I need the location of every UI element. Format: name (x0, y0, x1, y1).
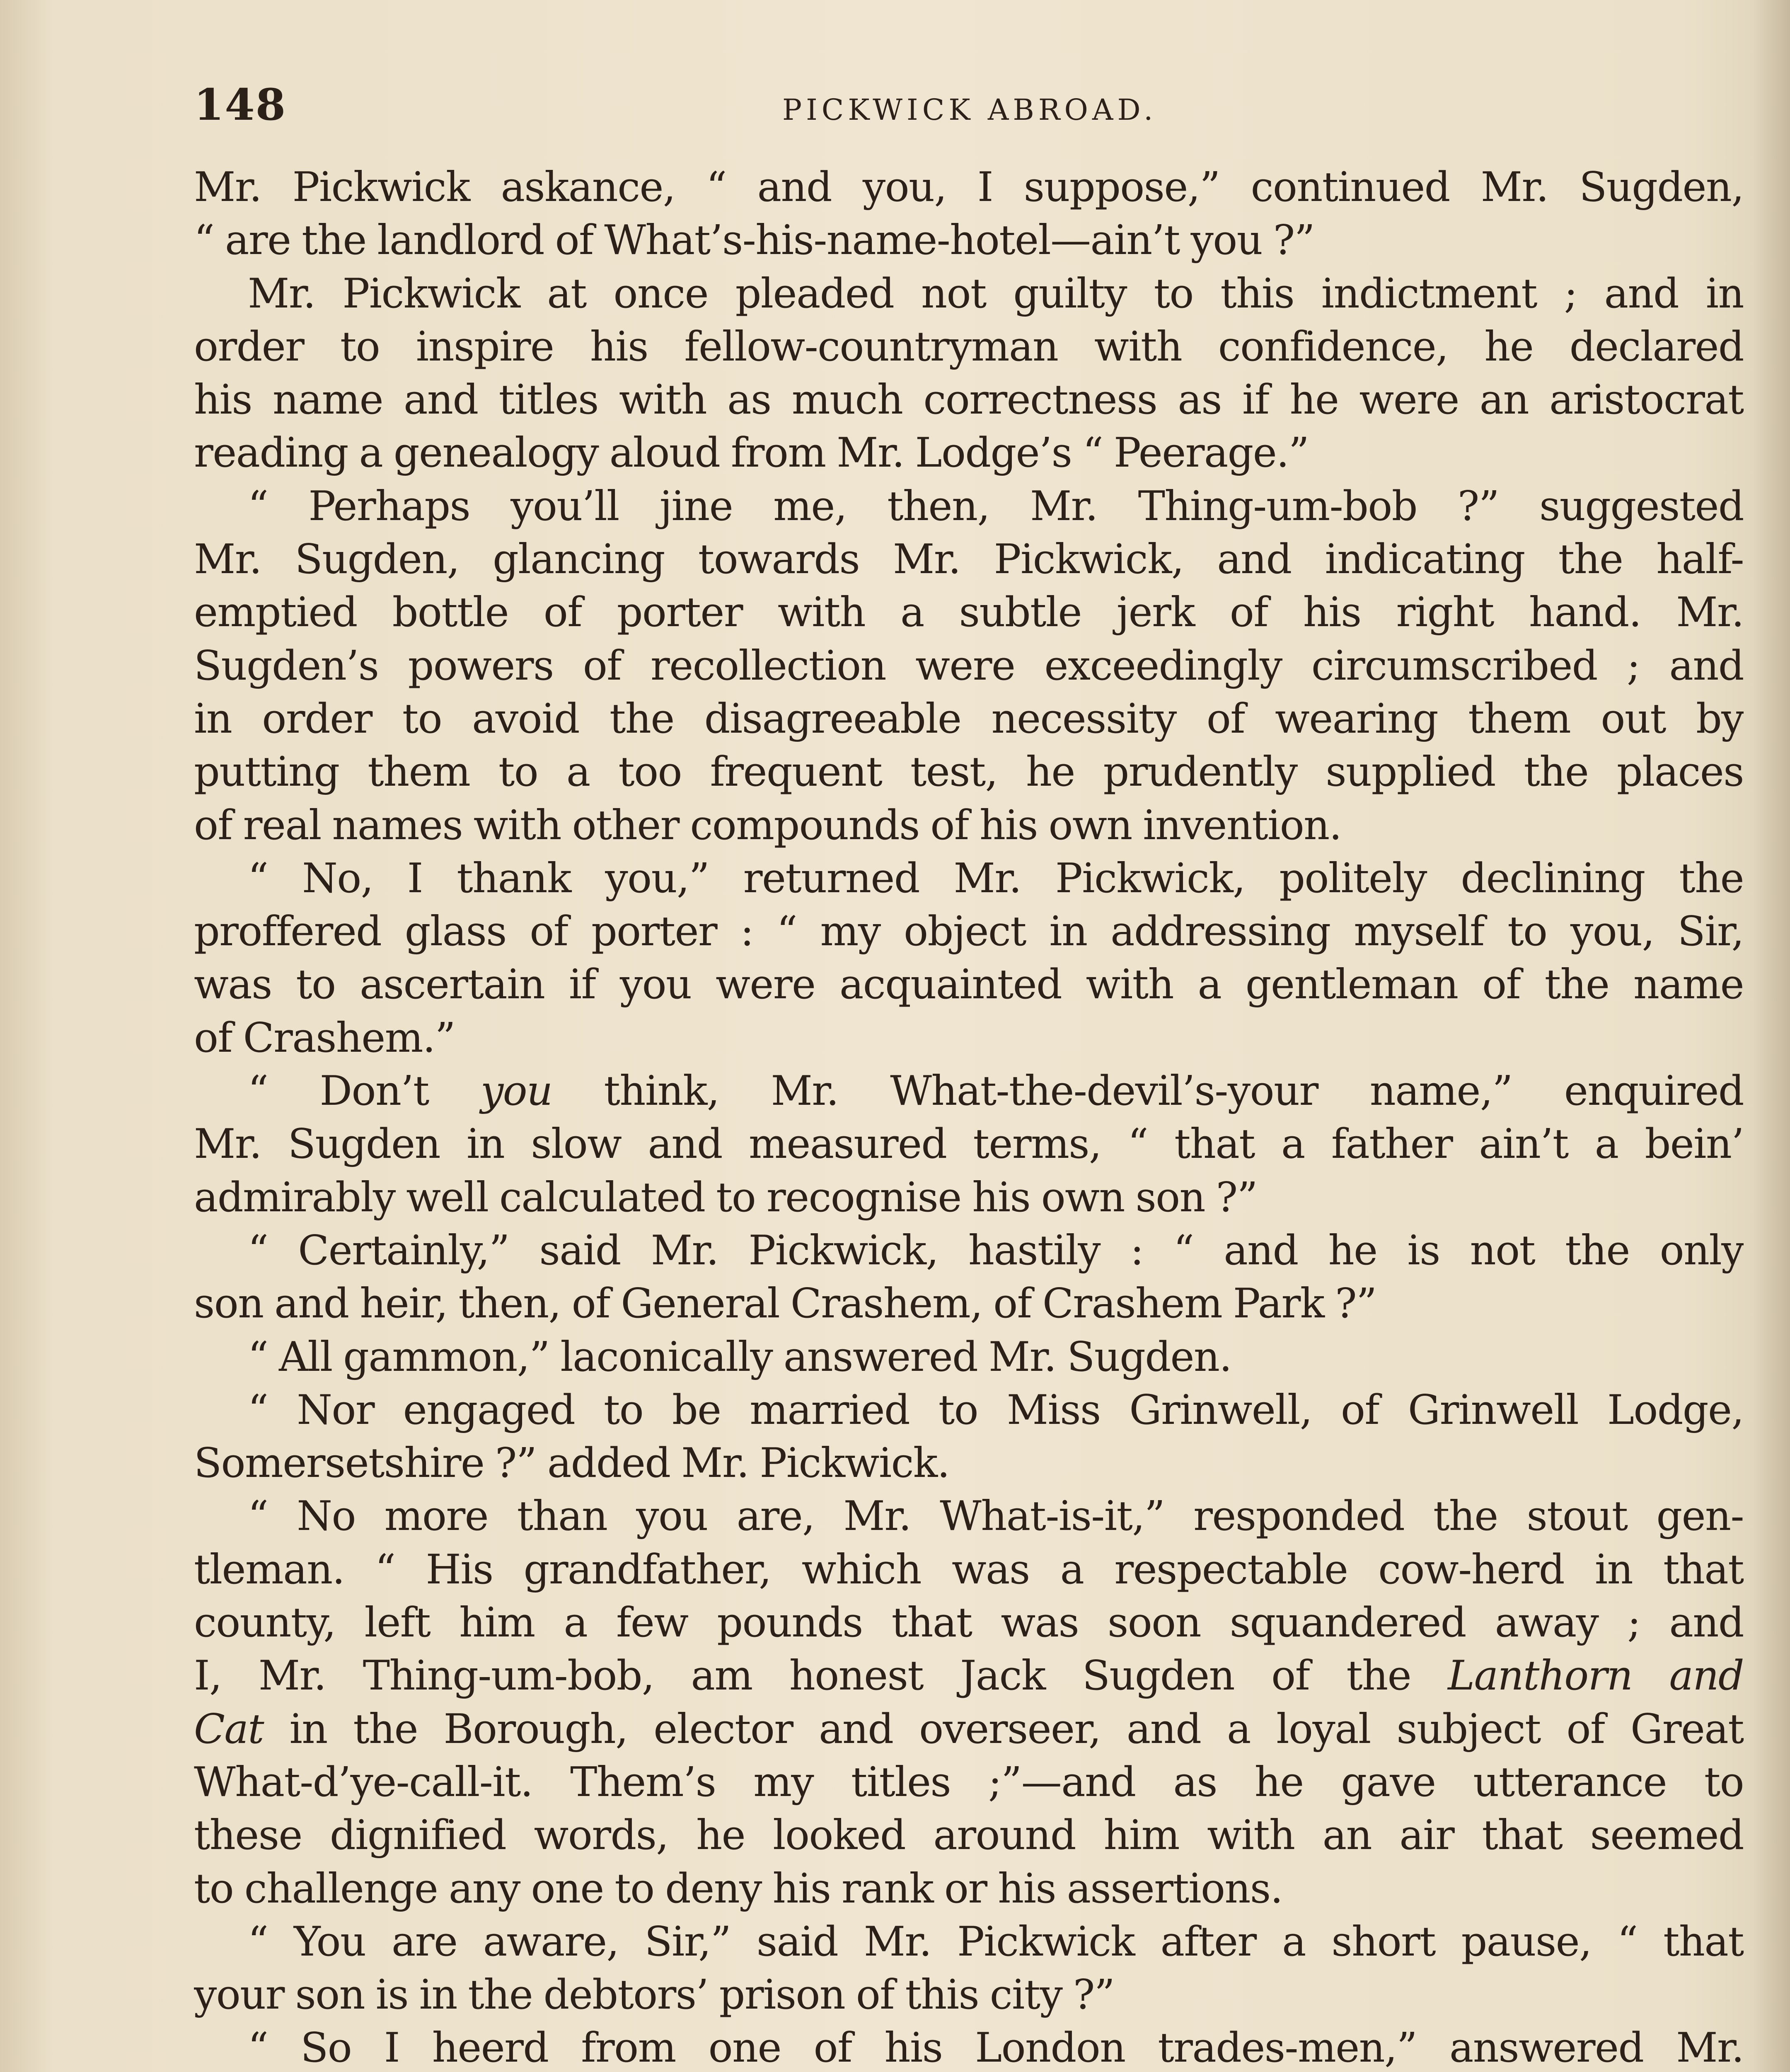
text-run: in order to avoid the disagreeable necessity of wearing them out by (194, 695, 1744, 743)
text-run: Mr. Pickwick askance, “ and you, I suppose,” continued Mr. Sugden, (194, 164, 1744, 211)
text-run: Mr. Pickwick at once pleaded not guilty to this indictment ; and in (248, 270, 1744, 317)
body-text (194, 161, 1744, 2072)
text-run: Sugden’s powers of recollection were exceedingly circumscribed ; and (194, 642, 1744, 690)
text-run: “ No, I thank you,” returned Mr. Pickwick, politely declining the (248, 854, 1744, 902)
text-run: order to inspire his fellow-countryman with confidence, he declared (194, 323, 1744, 370)
text-line (194, 161, 1744, 214)
text-line (194, 373, 1744, 426)
text-line (194, 852, 1744, 905)
text-run: I, Mr. Thing-um-bob, am honest Jack Sugden of the (194, 1652, 1448, 1700)
text-run: putting them to a too frequent test, he prudently supplied the places (194, 748, 1744, 796)
text-run: “ So I heerd from one of his London trades-men,” answered Mr. (248, 2024, 1744, 2072)
italic-text: Lanthorn and (1448, 1652, 1744, 1700)
text-run: “ Certainly,” said Mr. Pickwick, hastily : “ and he is not the only (248, 1227, 1744, 1274)
text-line (194, 1703, 1744, 1756)
text-line (194, 1331, 1744, 1384)
text-run: county, left him a few pounds that was soon squandered away ; and (194, 1599, 1744, 1647)
text-line (194, 2021, 1744, 2072)
text-run: “ No more than you are, Mr. What-is-it,” responded the stout gen- (248, 1493, 1744, 1540)
text-run: What-d’ye-call-it. Them’s my titles ;”—and as he gave utterance to (194, 1758, 1744, 1806)
text-line (194, 1437, 1744, 1490)
text-run: Mr. Sugden, glancing towards Mr. Pickwick, and indicating the half- (194, 536, 1744, 583)
text-line (194, 1118, 1744, 1171)
text-line (194, 1915, 1744, 1968)
text-run: of Crashem.” (194, 1014, 455, 1062)
italic-text: you (480, 1067, 552, 1115)
text-line (194, 799, 1744, 852)
text-run: “ are the landlord of What’s-his-name-hotel—ain’t you ?” (194, 217, 1315, 264)
text-line (194, 267, 1744, 320)
text-line (194, 533, 1744, 586)
text-line (194, 426, 1744, 479)
text-run: “ Nor engaged to be married to Miss Grinwell, of Grinwell Lodge, (248, 1386, 1744, 1434)
text-run: was to ascertain if you were acquainted with a gentleman of the name (194, 961, 1744, 1009)
text-run: your son is in the debtors’ prison of this city ?” (194, 1971, 1115, 2019)
text-run: “ You are aware, Sir,” said Mr. Pickwick after a short pause, “ that (248, 1918, 1744, 1965)
text-line (194, 1596, 1744, 1649)
text-run: Somersetshire ?” added Mr. Pickwick. (194, 1440, 950, 1487)
text-run: these dignified words, he looked around him with an air that seemed (194, 1812, 1744, 1859)
text-run: of real names with other compounds of his own invention. (194, 801, 1342, 849)
text-line (194, 746, 1744, 799)
text-line (194, 1171, 1744, 1224)
text-line (194, 214, 1744, 267)
text-line (194, 1384, 1744, 1437)
text-run: reading a genealogy aloud from Mr. Lodge’s “ Peerage.” (194, 429, 1309, 477)
text-line (194, 905, 1744, 958)
text-run: son and heir, then, of General Crashem, of Crashem Park ?” (194, 1280, 1376, 1328)
page-number: 148 (194, 79, 287, 130)
text-line (194, 1065, 1744, 1118)
text-line (194, 1968, 1744, 2021)
text-line (194, 320, 1744, 373)
text-run: “ Don’t (248, 1067, 481, 1115)
text-run: “ Perhaps you’ll jine me, then, Mr. Thing-um-bob ?” suggested (248, 482, 1744, 530)
running-title: PICKWICK ABROAD. (782, 93, 1157, 127)
page-edge-shadow (1753, 0, 1790, 2072)
text-line (194, 1756, 1744, 1809)
text-run: emptied bottle of porter with a subtle jerk of his right hand. Mr. (194, 589, 1744, 637)
italic-text: Cat (194, 1705, 264, 1753)
text-run: Mr. Sugden in slow and measured terms, “ that a father ain’t a bein’ (194, 1121, 1744, 1168)
text-run: proffered glass of porter : “ my object in addressing myself to you, Sir, (194, 908, 1744, 956)
text-run: think, Mr. What-the-devil’s-your name,” enquired (552, 1067, 1744, 1115)
text-line (194, 639, 1744, 692)
text-line (194, 1012, 1744, 1065)
text-line (194, 1490, 1744, 1543)
text-line (194, 1277, 1744, 1330)
text-run: “ All gammon,” laconically answered Mr. Sugden. (248, 1333, 1231, 1381)
text-line (194, 586, 1744, 639)
text-line (194, 1543, 1744, 1596)
running-head (194, 74, 1748, 136)
text-run: admirably well calculated to recognise his own son ?” (194, 1174, 1258, 1221)
text-run: his name and titles with as much correctness as if he were an aristocrat (194, 376, 1744, 424)
text-line (194, 692, 1744, 746)
text-line (194, 1649, 1744, 1702)
text-line (194, 1224, 1744, 1277)
text-line (194, 958, 1744, 1011)
text-run: in the Borough, elector and overseer, and a loyal subject of Great (264, 1705, 1744, 1753)
text-line (194, 480, 1744, 533)
text-line (194, 1862, 1744, 1915)
text-line (194, 1809, 1744, 1862)
text-run: to challenge any one to deny his rank or his assertions. (194, 1865, 1283, 1912)
text-run: tleman. “ His grandfather, which was a respectable cow-herd in that (194, 1546, 1744, 1593)
